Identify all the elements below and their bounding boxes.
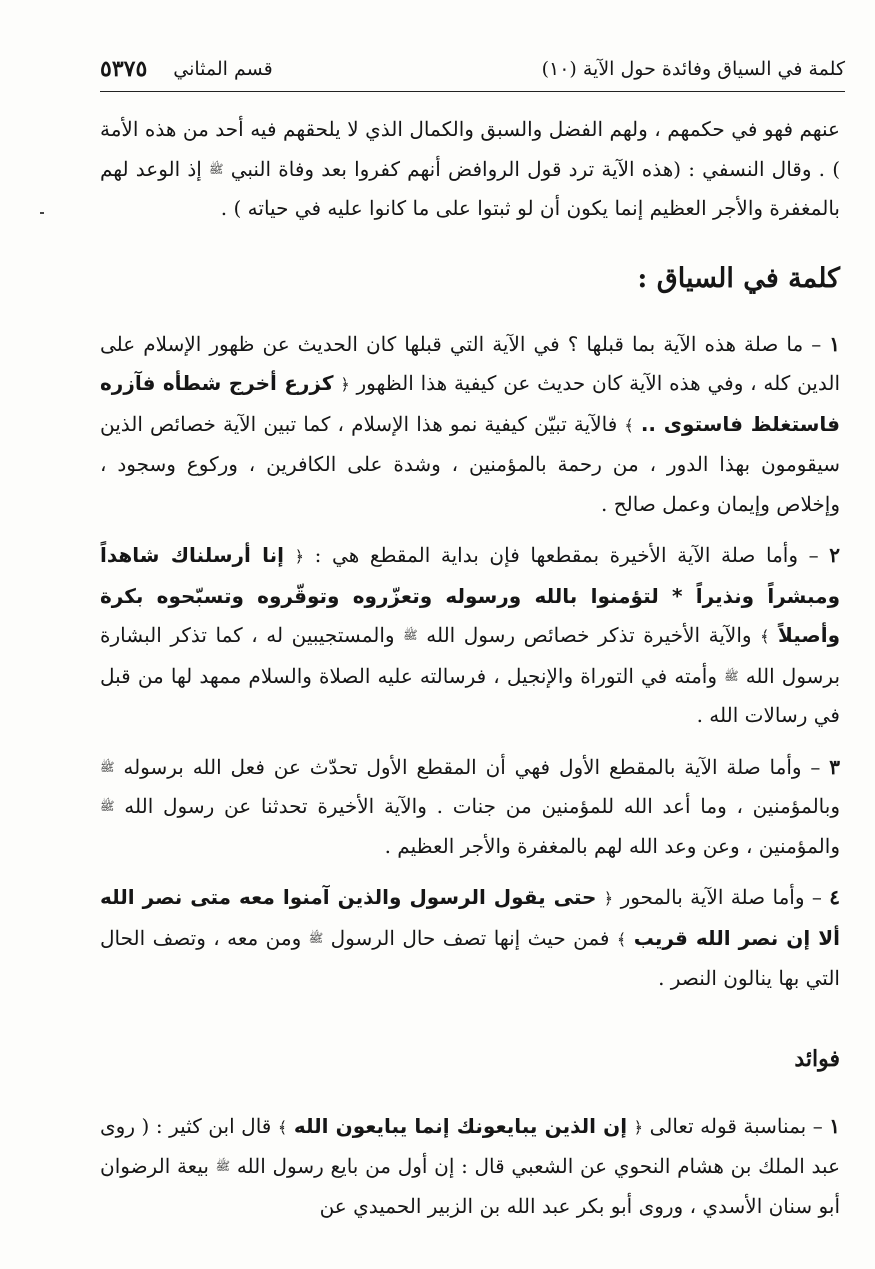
benefits-heading: فوائد xyxy=(794,1045,840,1072)
header-rule xyxy=(100,91,845,92)
quran-close-bracket: ﴾ xyxy=(277,1117,288,1137)
paragraph-number: ٢ xyxy=(829,543,841,567)
paragraph-text: – وأما صلة الآية بالمحور xyxy=(620,885,822,909)
paragraph-text: وأمته في التوراة والإنجيل ، فرسالته عليه الصلاة والسلام ممهد لها من قبل في رسالات الله . xyxy=(100,663,840,727)
paragraph-text: بيعة الرضوان أبو سنان الأسدي ، وروى أبو بكر عبد الله بن الزبير الحميدي عن xyxy=(100,1154,840,1218)
paragraph-number: ١ xyxy=(829,1113,841,1138)
salutation-glyph: ﷺ xyxy=(403,628,418,642)
context-paragraph-3 xyxy=(100,748,840,867)
quran-close-bracket: ﴾ xyxy=(624,415,634,435)
salutation-glyph: ﷺ xyxy=(100,759,115,774)
quran-open-bracket: ﴿ xyxy=(633,1117,644,1137)
paragraph-gap xyxy=(100,524,840,536)
quran-open-bracket: ﴿ xyxy=(603,889,614,908)
paragraph-number: ١ xyxy=(829,331,840,356)
benefits-paragraph-1 xyxy=(100,1107,840,1227)
paragraph-text: – وأما صلة الآية الأخيرة بمقطعها فإن بداية المقطع هي : xyxy=(314,543,819,567)
section-name: قسم المثاني xyxy=(173,58,273,80)
paragraph-number: ٣ xyxy=(829,754,840,779)
paragraph-text: – ما صلة هذه الآية بما قبلها ؟ في الآية التي قبلها كان الحديث عن ظهور الإسلام على الدين كله ، وفي هذه الآية كان حديث عن كيفية هذا الظهور xyxy=(100,331,841,395)
quran-open-bracket: ﴿ xyxy=(294,547,305,566)
salutation-glyph: ﷺ xyxy=(215,1159,231,1173)
page-body xyxy=(100,110,840,1226)
quran-close-bracket: ﴾ xyxy=(616,929,627,949)
intro-text-end: إذ الوعد لهم بالمغفرة والأجر العظيم إنما يكون أن لو ثبتوا على ما كانوا عليه في حياته ) . xyxy=(100,156,840,220)
page-number: ٥٣٧٥ xyxy=(100,56,148,82)
quran-open-bracket: ﴿ xyxy=(340,375,350,394)
quran-verse: حتى يقول الرسول والذين آمنوا معه متى نصر الله ألا إن نصر الله قريب xyxy=(100,885,841,950)
salutation-glyph: ﷺ xyxy=(724,668,739,683)
paragraph-text: قال ابن كثير : ( روى عبد الملك بن هشام النحوي عن الشعبي قال : إن أول من بايع رسول الله xyxy=(100,1113,841,1178)
paragraph-text: فالآية تبيّن كيفية نمو هذا الإسلام ، كما تبين الآية خصائص الذين سيقومون بهذا الدور ، من رحمة بالمؤمنين ، وشدة على الكافرين ، وركوع وسجود ، وإخلاص وإيمان وعمل صالح . xyxy=(100,411,840,516)
quran-close-bracket: ﴾ xyxy=(760,627,770,646)
quran-verse: إن الذين يبايعونك إنما يبايعون الله xyxy=(293,1113,628,1138)
quran-verse: إنا أرسلناك شاهداً ومبشراً ونذيراً * لتؤمنوا بالله ورسوله وتعزّروه وتوقّروه وتسبّحوه بكرة وأصيلاً xyxy=(100,543,841,647)
context-paragraph-2 xyxy=(100,536,840,736)
quran-verse: كزرع أخرج شطأه فآزره فاستغلظ فاستوى .. xyxy=(100,371,841,436)
paragraph-text: والآية الأخيرة تذكر خصائص رسول الله xyxy=(426,623,752,647)
salutation-glyph: ﷺ xyxy=(308,930,324,945)
paragraph-text: – بمناسبة قوله تعالى xyxy=(649,1113,823,1138)
paragraph-number: ٤ xyxy=(829,885,841,909)
margin-mark xyxy=(40,212,44,214)
paragraph-gap xyxy=(100,736,840,748)
context-heading: كلمة في السياق : xyxy=(637,262,840,294)
intro-text: عنهم فهو في حكمهم ، ولهم الفضل والسبق والكمال الذي لا يلحقهم فيه أحد من هذه الأمة ) . وقال النسفي : (هذه الآية ترد قول الروافض أنهم كفروا بعد وفاة النبي xyxy=(100,117,841,181)
header-left-group xyxy=(100,56,273,82)
context-paragraph-1 xyxy=(100,325,840,525)
paragraph-text: فمن حيث إنها تصف حال الرسول xyxy=(330,925,610,950)
paragraph-text: وبالمؤمنين ، وما أعد الله للمؤمنين من جنات . والآية الأخيرة تحدثنا عن رسول الله xyxy=(124,794,841,818)
running-header xyxy=(100,50,845,88)
paragraph-text: والمؤمنين ، وعن وعد الله لهم بالمغفرة والأجر العظيم . xyxy=(384,833,840,858)
paragraph-gap xyxy=(100,866,840,878)
salutation-glyph: ﷺ xyxy=(209,161,224,176)
context-paragraph-4 xyxy=(100,878,840,999)
chapter-title: كلمة في السياق وفائدة حول الآية (١٠) xyxy=(541,58,845,80)
intro-paragraph xyxy=(100,110,840,229)
paragraph-text: ومن معه ، وتصف الحال التي بها ينالون النصر . xyxy=(100,925,840,990)
paragraph-text: والمستجيبين له ، كما تذكر البشارة برسول الله xyxy=(100,623,841,688)
salutation-glyph: ﷺ xyxy=(100,799,115,813)
paragraph-text: – وأما صلة الآية بالمقطع الأول فهي أن المقطع الأول تحدّث عن فعل الله برسوله xyxy=(123,754,821,779)
